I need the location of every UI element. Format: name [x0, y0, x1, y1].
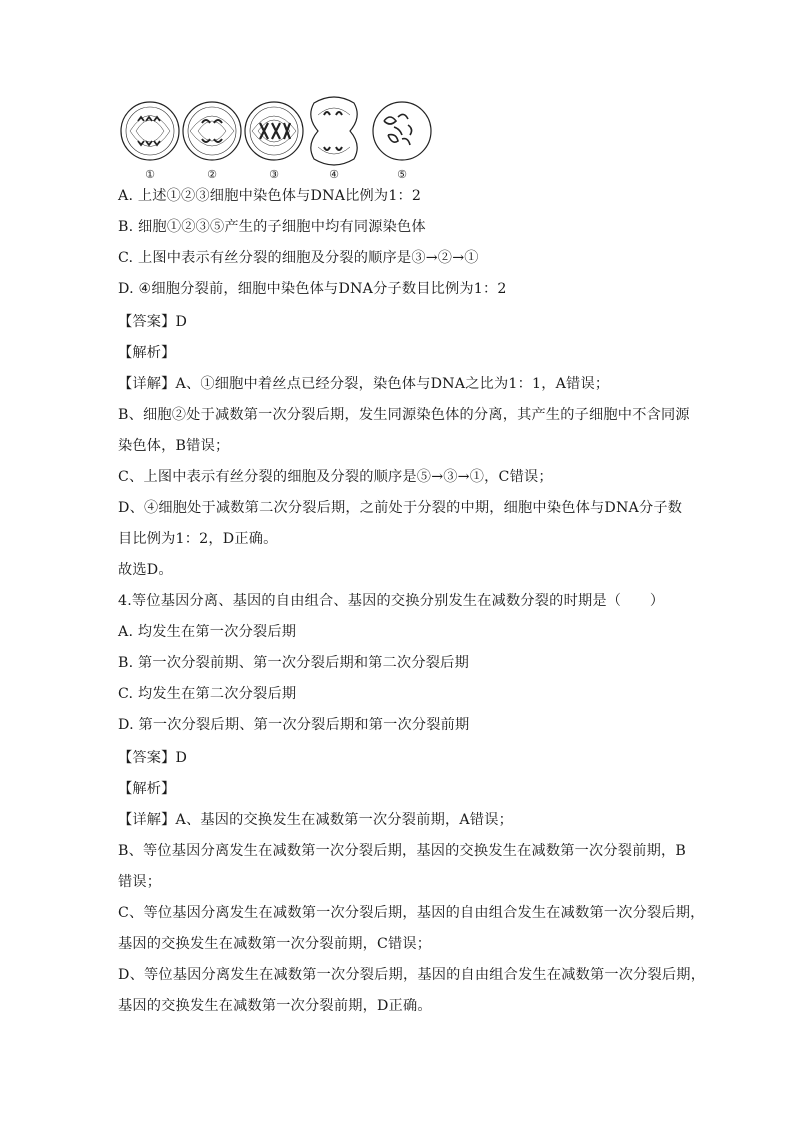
- q3-answer: 【答案】D: [118, 314, 188, 330]
- q3-detail-line: C、上图中表示有丝分裂的细胞及分裂的顺序是⑤→③→①，C错误；: [118, 469, 553, 485]
- cell-label-4: ④: [329, 168, 339, 181]
- q4-option-c: C. 均发生在第二次分裂后期: [118, 686, 297, 702]
- cell-division-figure: [118, 95, 438, 185]
- q3-detail-line: 染色体，B错误；: [118, 438, 230, 454]
- q4-detail-line: B、等位基因分离发生在减数第一次分裂后期，基因的交换发生在减数第一次分裂前期，B: [118, 843, 686, 859]
- q4-option-d: D. 第一次分裂后期、第一次分裂后期和第一次分裂前期: [118, 717, 470, 733]
- q4-option-b: B. 第一次分裂前期、第一次分裂后期和第二次分裂后期: [118, 655, 469, 671]
- q3-detail-line: 目比例为1：2，D正确。: [118, 531, 278, 547]
- cell-3-diagram: [245, 102, 303, 160]
- q3-conclusion: 故选D。: [118, 562, 173, 578]
- q3-detail-line: 【详解】A、①细胞中着丝点已经分裂，染色体与DNA之比为1：1，A错误；: [118, 376, 610, 392]
- q4-answer: 【答案】D: [118, 750, 188, 766]
- q3-option-d: D. ④细胞分裂前，细胞中染色体与DNA分子数目比例为1：2: [118, 281, 507, 297]
- q3-option-a: A. 上述①②③细胞中染色体与DNA比例为1：2: [118, 188, 422, 204]
- q3-option-c: C. 上图中表示有丝分裂的细胞及分裂的顺序是③→②→①: [118, 250, 479, 266]
- q4-detail-line: C、等位基因分离发生在减数第一次分裂后期，基因的自由组合发生在减数第一次分裂后期，: [118, 905, 705, 921]
- cell-5-diagram: [373, 102, 431, 160]
- q4-stem: 4.等位基因分离、基因的自由组合、基因的交换分别发生在减数分裂的时期是（ ）: [118, 593, 665, 609]
- q3-detail-line: B、细胞②处于减数第一次分裂后期，发生同源染色体的分离，其产生的子细胞中不含同源: [118, 407, 690, 423]
- cell-label-5: ⑤: [397, 168, 407, 181]
- q4-detail-line: D、等位基因分离发生在减数第一次分裂后期，基因的自由组合发生在减数第一次分裂后期，: [118, 967, 706, 983]
- cell-diagram: [118, 95, 438, 185]
- cell-1-diagram: [121, 102, 179, 160]
- cell-4-diagram: [311, 97, 357, 165]
- cell-label-1: ①: [145, 168, 155, 181]
- cell-label-2: ②: [207, 168, 217, 181]
- q4-detail-line: 基因的交换发生在减数第一次分裂前期，C错误；: [118, 936, 432, 952]
- q4-detail-line: 【详解】A、基因的交换发生在减数第一次分裂前期，A错误；: [118, 812, 513, 828]
- q3-option-b: B. 细胞①②③⑤产生的子细胞中均有同源染色体: [118, 219, 426, 235]
- q4-option-a: A. 均发生在第一次分裂后期: [118, 624, 297, 640]
- cell-2-diagram: [183, 102, 241, 160]
- cell-label-3: ③: [269, 168, 279, 181]
- q3-analysis-heading: 【解析】: [118, 345, 176, 361]
- q4-analysis-heading: 【解析】: [118, 781, 176, 797]
- q4-detail-line: 错误；: [118, 874, 162, 890]
- q3-detail-line: D、④细胞处于减数第二次分裂后期，之前处于分裂的中期，细胞中染色体与DNA分子数: [118, 500, 683, 516]
- q4-detail-line: 基因的交换发生在减数第一次分裂前期，D正确。: [118, 998, 432, 1014]
